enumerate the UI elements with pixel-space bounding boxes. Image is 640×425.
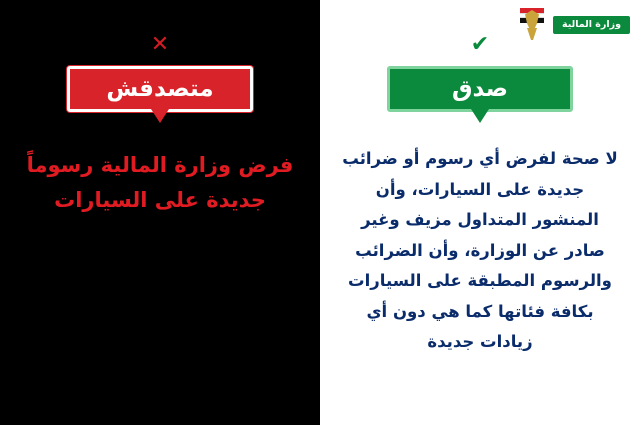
ministry-logo-label: وزارة المالية <box>553 16 630 35</box>
false-claim-text: فرض وزارة المالية رسوماً جديدة على السيارات <box>26 153 294 212</box>
true-badge <box>387 66 573 112</box>
check-icon: ✔ <box>470 32 490 57</box>
eagle-tail <box>527 28 537 40</box>
true-statement-text: لا صحة لفرض أي رسوم أو ضرائب جديدة على السيارات، وأن المنشور المتداول مزيف وغير صادر عن الوزارة، وأن الضرائب والرسوم المطبقة على السيارات بكافة فئاتها كما هي دون أي زيادات جديدة <box>342 149 618 352</box>
false-badge <box>67 66 253 112</box>
cross-icon: ✕ <box>150 32 170 57</box>
false-badge-label: متصدقش <box>106 75 214 102</box>
badge-pointer-icon <box>471 109 489 123</box>
true-badge-label: صدق <box>451 75 509 102</box>
true-statement-panel <box>320 0 640 425</box>
ministry-logo <box>517 8 630 42</box>
egypt-eagle-emblem-icon <box>517 8 547 42</box>
badge-pointer-icon <box>151 109 169 123</box>
